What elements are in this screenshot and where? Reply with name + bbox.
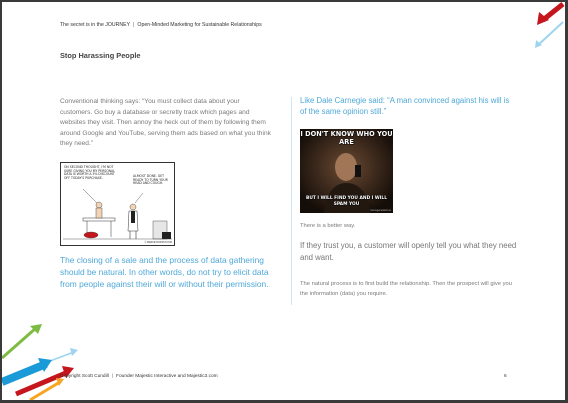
- corner-arrows-bottom-left: [2, 322, 82, 400]
- footer-copyright: Copyright Scott Cundill: [60, 374, 109, 379]
- header-separator: |: [133, 22, 135, 28]
- document-page: [2, 2, 565, 400]
- page-footer: [60, 374, 218, 379]
- meme-top-text: I DON'T KNOW WHO YOU ARE: [300, 130, 393, 146]
- marketoonist-cartoon: [60, 162, 175, 246]
- footer-separator: |: [111, 374, 114, 379]
- cartoon-drawing: [61, 163, 174, 245]
- meme-image: [300, 129, 393, 213]
- footer-founder: Founder Majestic Interactive and Majestic3.com: [116, 374, 218, 379]
- corner-arrows-top-right: [529, 2, 565, 48]
- conventional-thinking-paragraph: Conventional thinking says: “You must collect data about your customers. Go buy a database or secretly track which pages and websites they visit. Then annoy the heck out of them by following them around Google and YouTube, serving them ads based on what you think they need.”: [60, 98, 271, 147]
- column-divider: [291, 97, 292, 305]
- cartoon-speech-bubble-right: ALMOST DONE. GET READY TO TURN YOUR HEAD AND COUGH.: [133, 174, 168, 186]
- natural-process-text: The natural process is to first build the relationship. Then the prospect will give you the information (data) you require.: [300, 281, 512, 297]
- natural-closing-quote: The closing of a sale and the process of data gathering should be natural. In other words, do not try to elicit data from people against their will or without their permission.: [60, 255, 269, 290]
- better-way-text: There is a better way.: [300, 223, 356, 229]
- dale-carnegie-quote: Like Dale Carnegie said: “A man convinced against his will is of the same opinion still.”: [300, 96, 510, 116]
- page-header: [60, 22, 262, 28]
- header-subtitle: Open-Minded Marketing for Sustainable Relationships: [137, 22, 262, 28]
- cartoon-credit: © MARKETOONIST.COM: [144, 241, 172, 244]
- page-number: 6: [504, 374, 507, 379]
- cartoon-speech-bubble-left: ON SECOND THOUGHT, I'M NOT SURE GIVING YOU MY PERSONAL DATA IS WORTH A 5% DISCOUNT OFF TODAY'S PURCHASE.: [64, 165, 115, 181]
- header-title: The secret is in the JOURNEY: [60, 22, 131, 28]
- customer-trust-text: If they trust you, a customer will openly tell you what they need and want.: [300, 241, 517, 262]
- meme-credit: memegenerator.net: [370, 209, 391, 212]
- section-title: Stop Harassing People: [60, 51, 141, 60]
- meme-bottom-text: BUT I WILL FIND YOU AND I WILL SPAM YOU: [305, 196, 387, 207]
